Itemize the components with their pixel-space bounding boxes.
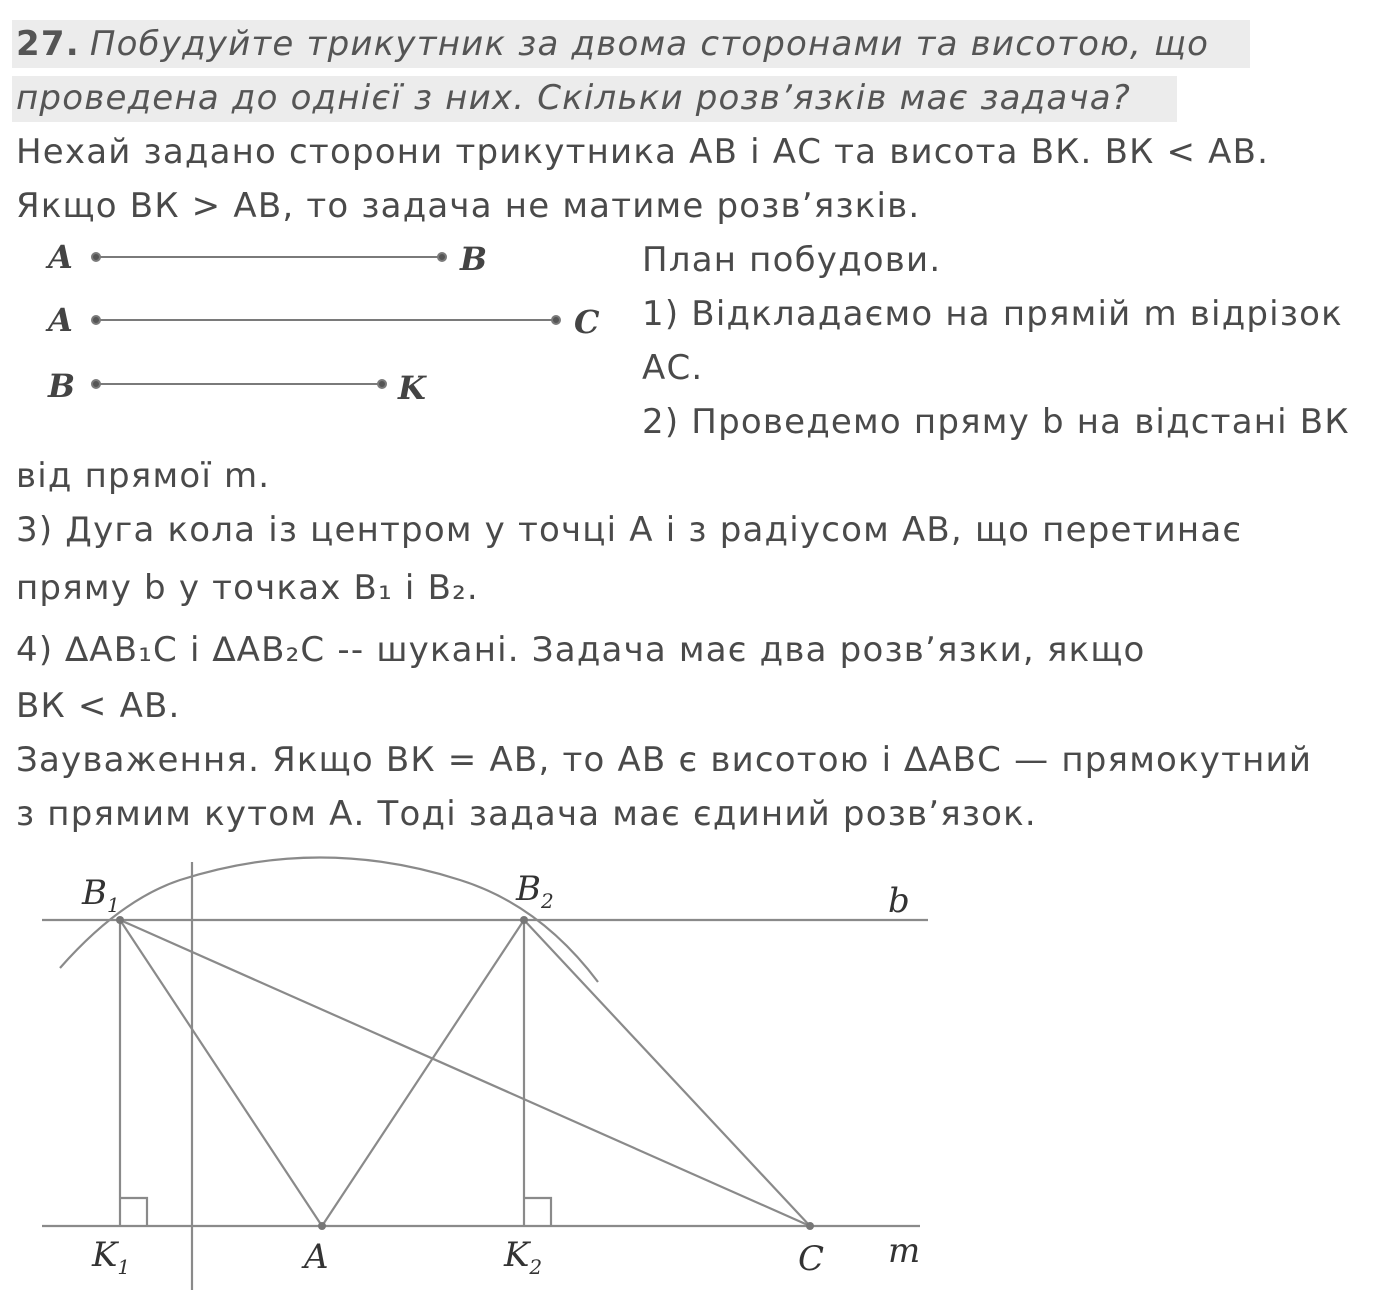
note-line-2: з прямим кутом А. Тоді задача має єдиний розв’язок.	[16, 794, 1037, 834]
side-b2c	[524, 920, 810, 1226]
segment-bk-end-label: K	[398, 369, 426, 407]
no-solution-paragraph: Якщо ВК > АВ, то задача не матиме розв’язків.	[16, 186, 921, 226]
segment-ab-start-label: A	[48, 238, 73, 276]
note-line-1: Зауваження. Якщо ВК = АВ, то АВ є висотою і ∆АВС — прямокутний	[16, 740, 1313, 780]
step-2-line-2: від прямої m.	[16, 456, 271, 496]
problem-title-line-2: проведена до однієї з них. Скільки розв’язків має задача?	[16, 78, 1132, 118]
step-4-line-2: ВК < АВ.	[16, 686, 181, 726]
point-c	[806, 1222, 814, 1230]
point-b1	[116, 916, 124, 924]
problem-title-text-1: Побудуйте трикутник за двома сторонами та висотою, що	[89, 24, 1210, 64]
step-2-line-1: 2) Проведемо пряму b на відстані ВК	[642, 402, 1350, 442]
point-b2	[520, 916, 528, 924]
segment-ac-start-label: A	[48, 301, 73, 339]
side-ab2	[322, 920, 524, 1226]
step-3-line-2: пряму b у точках B₁ і B₂.	[16, 568, 479, 608]
label-line-m: m	[888, 1231, 921, 1271]
label-b1: $B_1$	[82, 873, 120, 917]
label-line-b: b	[888, 881, 910, 921]
step-1-line-1: 1) Відкладаємо на прямій m відрізок	[642, 294, 1343, 334]
segment-ab-end-label: B	[460, 240, 488, 278]
label-b2: $B_2$	[516, 869, 554, 913]
plan-title: План побудови.	[642, 240, 942, 280]
right-angle-k2	[524, 1198, 551, 1226]
step-1-line-2: АС.	[642, 348, 704, 388]
side-b1c	[120, 920, 810, 1226]
label-c: C	[798, 1239, 825, 1279]
point-a	[318, 1222, 326, 1230]
right-angle-k1	[120, 1198, 147, 1226]
label-k1: $K_1$	[92, 1235, 131, 1279]
segment-bk-start-label: B	[48, 367, 76, 405]
given-paragraph: Нехай задано сторони трикутника АВ і АС та висота ВК. ВК < АВ.	[16, 132, 1270, 172]
step-4-line-1: 4) ∆AB₁C і ∆AB₂C -- шукані. Задача має два розв’язки, якщо	[16, 630, 1146, 670]
label-k2: $K_2$	[504, 1235, 543, 1279]
segment-ac-end-label: C	[574, 303, 600, 341]
problem-number: 27.	[16, 24, 80, 64]
step-3-line-1: 3) Дуга кола із центром у точці А і з радіусом АВ, що перетинає	[16, 510, 1243, 550]
label-a: A	[304, 1237, 329, 1277]
